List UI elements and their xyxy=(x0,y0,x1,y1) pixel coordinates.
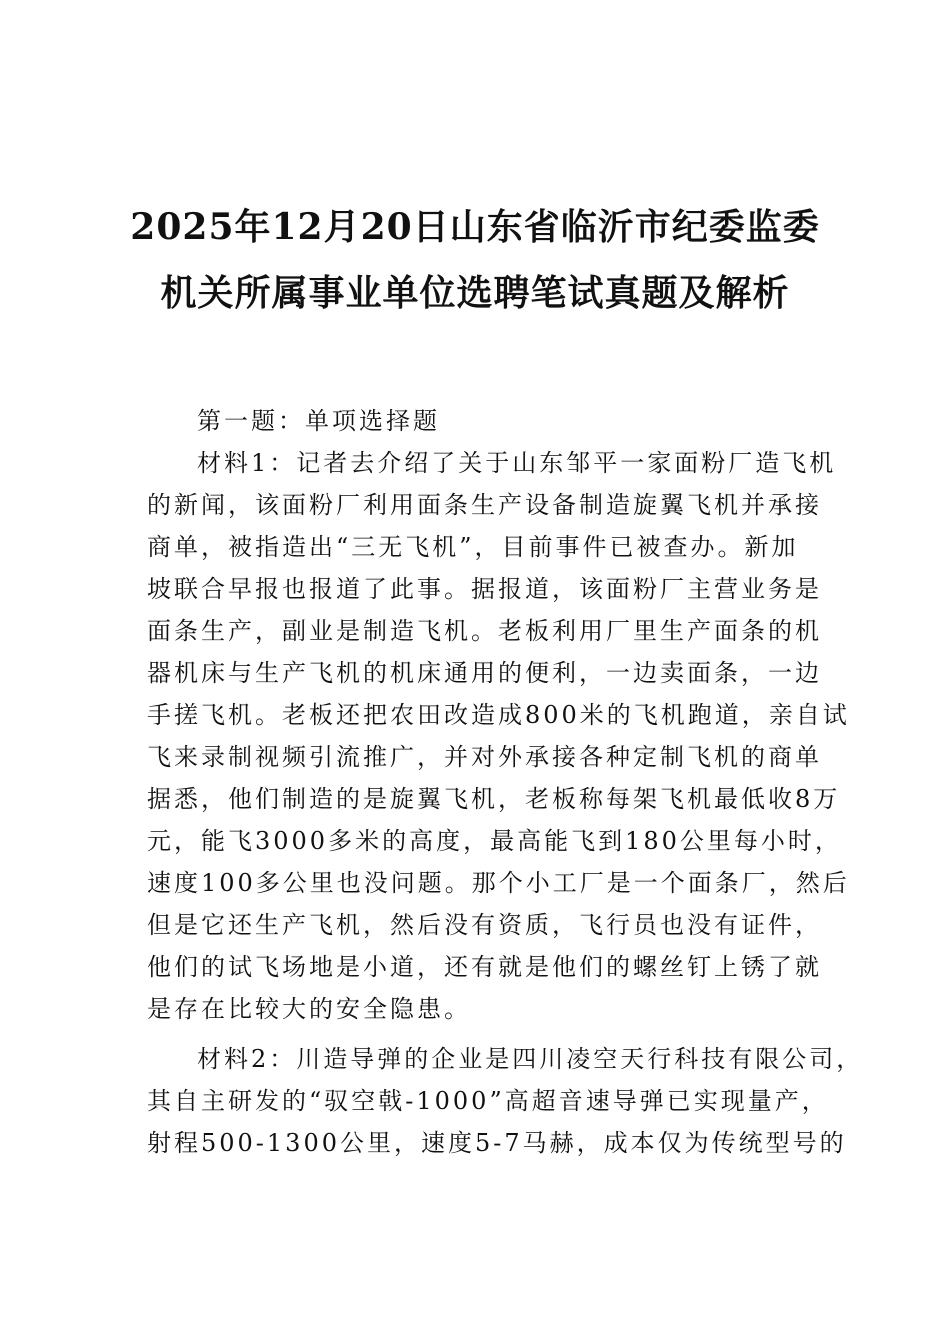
paragraph-spacer xyxy=(147,1030,812,1038)
paragraph-line: 材料1：记者去介绍了关于山东邹平一家面粉厂造飞机 xyxy=(197,449,837,477)
section-heading: 第一题：单项选择题 xyxy=(197,407,440,435)
paragraph-line: 他们的试飞场地是小道，还有就是他们的螺丝钉上锈了就 xyxy=(147,953,822,981)
paragraph-line: 商单，被指造出“三无飞机”，目前事件已被查办。新加 xyxy=(147,533,799,561)
paragraph-line: 手搓飞机。老板还把农田改造成800米的飞机跑道，亲自试 xyxy=(147,701,850,729)
paragraph-line: 但是它还生产飞机，然后没有资质，飞行员也没有证件， xyxy=(147,911,822,939)
paragraph-line: 其自主研发的“驭空戟-1000”高超音速导弹已实现量产， xyxy=(147,1087,829,1115)
paragraph-line: 据悉，他们制造的是旋翼飞机，老板称每架飞机最低收8万 xyxy=(147,785,841,813)
paragraph-line: 射程500-1300公里，速度5-7马赫，成本仅为传统型号的 xyxy=(147,1129,847,1157)
material-2-paragraph xyxy=(147,1038,864,1164)
title-line-2: 机关所属事业单位选聘笔试真题及解析 xyxy=(160,272,790,314)
paragraph-line: 的新闻，该面粉厂利用面条生产设备制造旋翼飞机并承接 xyxy=(147,491,822,519)
paragraph-line: 飞来录制视频引流推广，并对外承接各种定制飞机的商单 xyxy=(147,743,822,771)
paragraph-line: 材料2：川造导弹的企业是四川凌空天行科技有限公司， xyxy=(197,1045,864,1073)
paragraph-line: 元，能飞3000多米的高度，最高能飞到180公里每小时， xyxy=(147,827,842,855)
paragraph-line: 是存在比较大的安全隐患。 xyxy=(147,995,471,1023)
title-line-1: 2025年12月20日山东省临沂市纪委监委 xyxy=(130,206,820,248)
paragraph-line: 坡联合早报也报道了此事。据报道，该面粉厂主营业务是 xyxy=(147,575,822,603)
document-title xyxy=(100,194,850,326)
paragraph-line: 器机床与生产飞机的机床通用的便利，一边卖面条，一边 xyxy=(147,659,822,687)
document-body xyxy=(147,400,864,1164)
material-1-paragraph xyxy=(147,442,850,1030)
paragraph-line: 速度100多公里也没问题。那个小工厂是一个面条厂，然后 xyxy=(147,869,850,897)
paragraph-line: 面条生产，副业是制造飞机。老板利用厂里生产面条的机 xyxy=(147,617,822,645)
